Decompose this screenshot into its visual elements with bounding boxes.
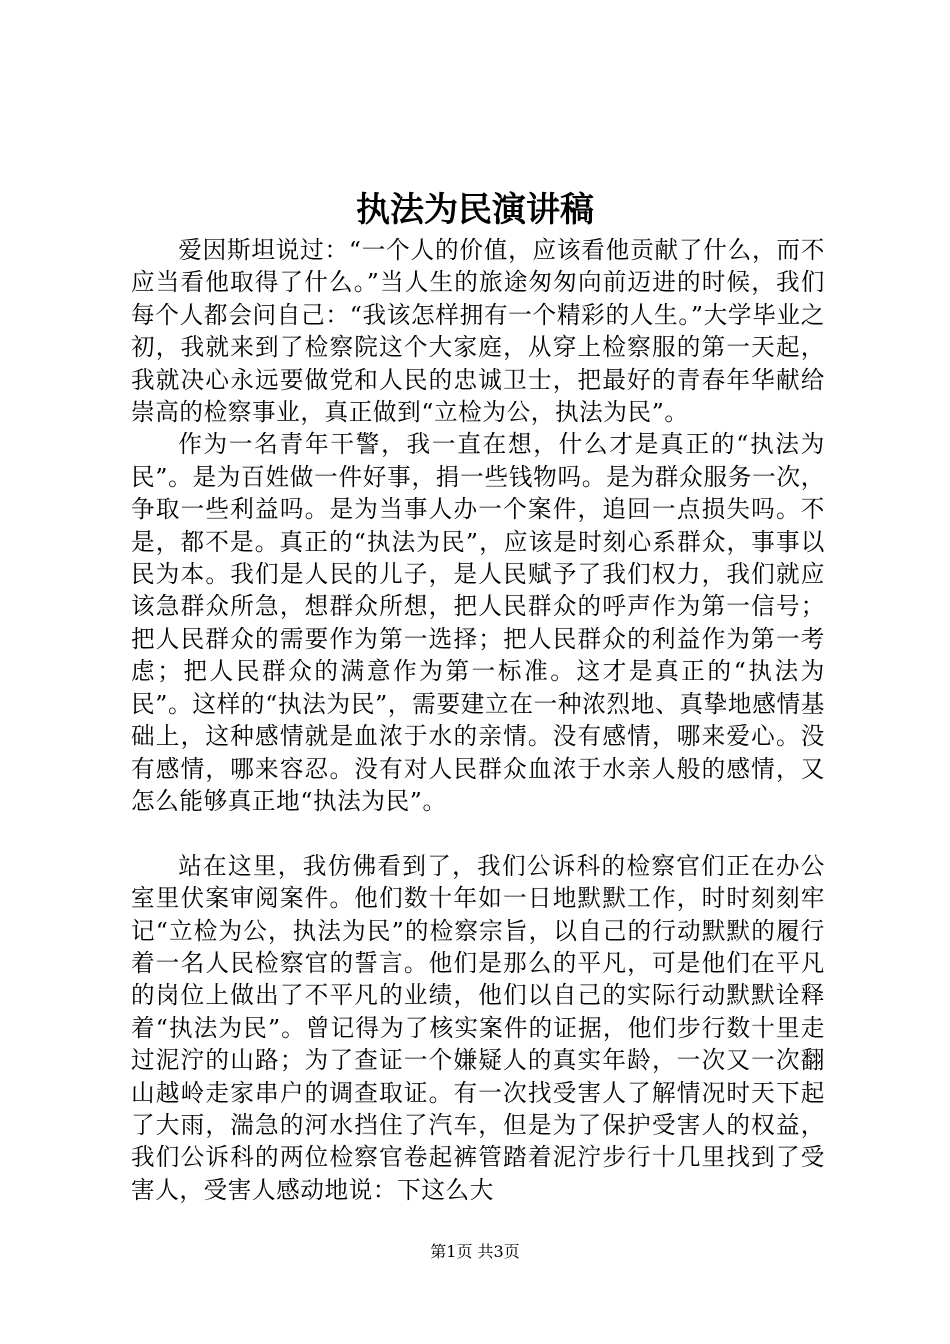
paragraph-3: 站在这里，我仿佛看到了，我们公诉科的检察官们正在办公室里伏案审阅案件。他们数十年如一日地默默工作，时时刻刻牢记“立检为公，执法为民”的检察宗旨，以自己的行动默默的履行着一名人民检察官的誓言。他们是那么的平凡，可是他们在平凡的岗位上做出了不平凡的业绩，他们以自己的实际行动默默诠释着“执法为民”。曾记得为了核实案件的证据，他们步行数十里走过泥泞的山路；为了查证一个嫌疑人的真实年龄，一次又一次翻山越岭走家串户的调查取证。有一次找受害人了解情况时天下起了大雨，湍急的河水挡住了汽车，但是为了保护受害人的权益，我们公诉科的两位检察官卷起裤管踏着泥泞步行十几里找到了受害人，受害人感动地说：下这么大 xyxy=(131,851,825,1204)
page-footer: 第1页 共3页 xyxy=(430,1242,520,1261)
document-title: 执法为民演讲稿 xyxy=(356,190,594,230)
paragraph-2: 作为一名青年干警，我一直在想，什么才是真正的“执法为民”。是为百姓做一件好事，捐一些钱物吗。是为群众服务一次，争取一些利益吗。是为当事人办一个案件，追回一点损失吗。不是，都不是。真正的“执法为民”，应该是时刻心系群众，事事以民为本。我们是人民的儿子，是人民赋予了我们权力，我们就应该急群众所急，想群众所想，把人民群众的呼声作为第一信号；把人民群众的需要作为第一选择；把人民群众的利益作为第一考虑；把人民群众的满意作为第一标准。这才是真正的“执法为民”。这样的“执法为民”，需要建立在一种浓烈地、真挚地感情基础上，这种感情就是血浓于水的亲情。没有感情，哪来爱心。没有感情，哪来容忍。没有对人民群众血浓于水亲人般的感情，又怎么能够真正地“执法为民”。 xyxy=(131,430,825,815)
document-body xyxy=(131,234,825,1206)
paragraph-1: 爱因斯坦说过：“一个人的价值，应该看他贡献了什么，而不应当看他取得了什么。”当人生的旅途匆匆向前迈进的时候，我们每个人都会问自己：“我该怎样拥有一个精彩的人生。”大学毕业之初，我就来到了检察院这个大家庭，从穿上检察服的第一天起，我就决心永远要做党和人民的忠诚卫士，把最好的青春年华献给崇高的检察事业，真正做到“立检为公，执法为民”。 xyxy=(131,236,825,427)
